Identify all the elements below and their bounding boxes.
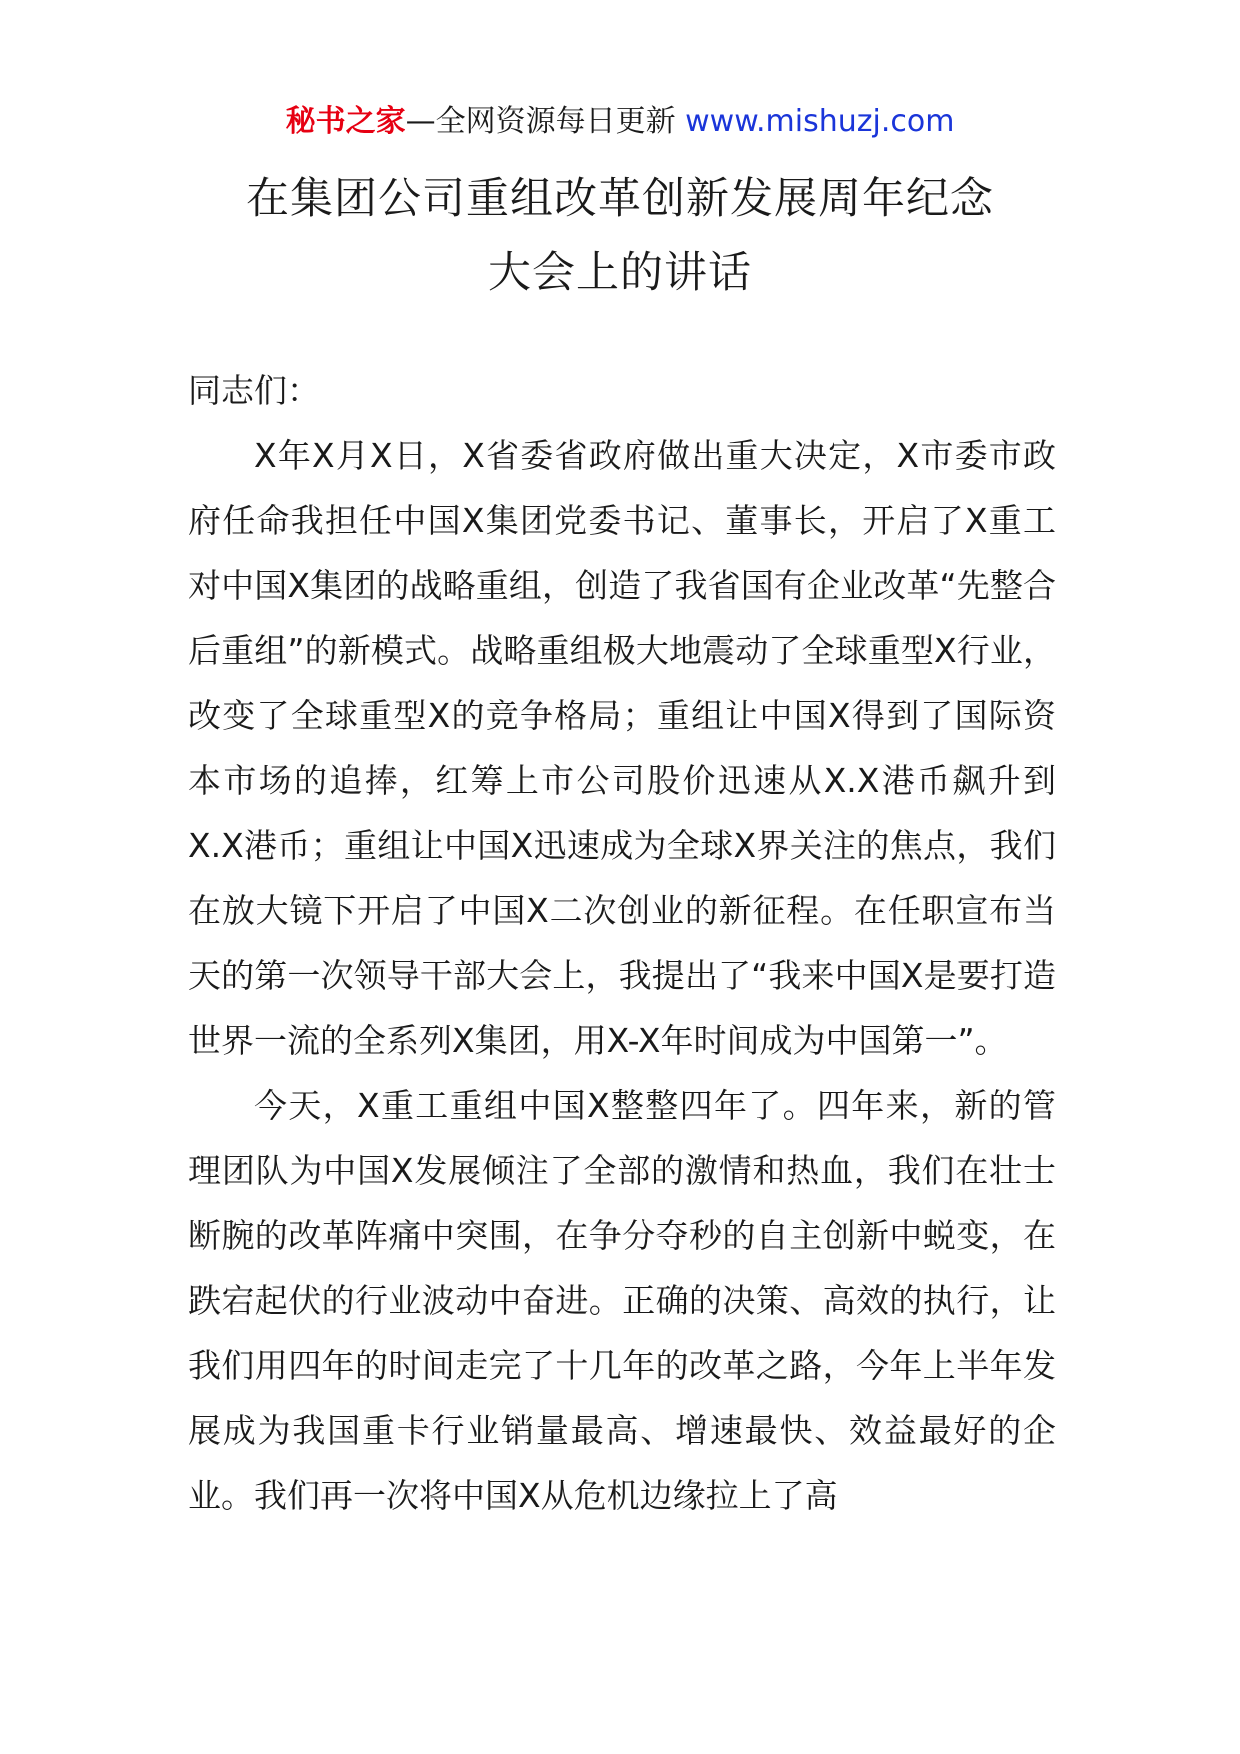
title-line-1: 在集团公司重组改革创新发展周年纪念 xyxy=(246,174,994,224)
site-url-link[interactable]: www.mishuzj.com xyxy=(685,104,955,139)
paragraph-1: X年X月X日，X省委省政府做出重大决定，X市委市政府任命我担任中国X集团党委书记、董事长，开启了X重工对中国X集团的战略重组，创造了我省国有企业改革“先整合后重组”的新模式。战略重组极大地震动了全球重型X行业，改变了全球重型X的竞争格局；重组让中国X得到了国际资本市场的追捧，红筹上市公司股价迅速从X.X港币飙升到X.X港币；重组让中国X迅速成为全球X界关注的焦点，我们在放大镜下开启了中国X二次创业的新征程。在任职宣布当天的第一次领导干部大会上，我提出了“我来中国X是要打造世界一流的全系列X集团，用X-X年时间成为中国第一”。 xyxy=(188,436,1057,1060)
salutation: 同志们： xyxy=(188,371,320,410)
document-title xyxy=(0,162,1240,310)
paragraph-2: 今天，X重工重组中国X整整四年了。四年来，新的管理团队为中国X发展倾注了全部的激情和热血，我们在壮士断腕的改革阵痛中突围，在争分夺秒的自主创新中蜕变，在跌宕起伏的行业波动中奋进。正确的决策、高效的执行，让我们用四年的时间走完了十几年的改革之路，今年上半年发展成为我国重卡行业销量最高、增速最快、效益最好的企业。我们再一次将中国X从危机边缘拉上了高 xyxy=(188,1086,1056,1515)
site-header xyxy=(0,100,1240,144)
brand-name: 秘书之家 xyxy=(285,104,406,139)
document-body xyxy=(188,358,1056,1528)
title-line-2: 大会上的讲话 xyxy=(488,248,752,298)
header-slogan: —全网资源每日更新 xyxy=(405,104,686,139)
